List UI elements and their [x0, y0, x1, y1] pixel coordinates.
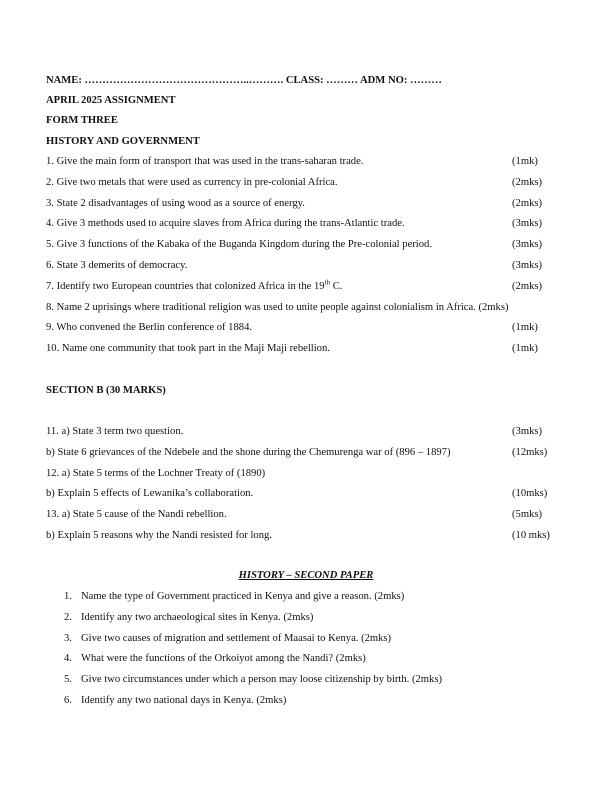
question-text: b) Explain 5 reasons why the Nandi resisted for long.	[46, 530, 272, 541]
question-text: 13. a) State 5 cause of the Nandi rebellion.	[46, 509, 227, 521]
assignment-title: APRIL 2025 ASSIGNMENT	[46, 95, 176, 106]
marks-label: (3mks)	[512, 218, 543, 230]
question-text: 12. a) State 5 terms of the Lochner Treaty of (1890)	[46, 467, 266, 479]
marks-label: (1mk)	[512, 343, 538, 355]
question-text-tail: C.	[330, 280, 343, 292]
superscript: th	[324, 278, 331, 287]
question-text: 8. Name 2 uprisings where traditional religion was used to unite people against colonialism in Africa. (2mks)	[46, 301, 509, 313]
list-number: 6.	[64, 695, 72, 706]
list-number: 4.	[64, 653, 72, 665]
question-row	[46, 238, 582, 252]
question-row	[46, 529, 582, 543]
question-row	[46, 467, 582, 481]
list-number: 3.	[64, 632, 72, 644]
list-number: 5.	[64, 674, 72, 686]
question-row	[46, 508, 582, 522]
list-number: 2.	[64, 611, 72, 623]
question-row	[46, 321, 582, 335]
question-text: 10. Name one community that took part in the Maji Maji rebellion.	[46, 343, 330, 355]
list-item: What were the functions of the Orkoiyot among the Nandi? (2mks)	[81, 653, 366, 665]
question-text: b) Explain 5 effects of Lewanika’s collaboration.	[46, 488, 254, 500]
name-class-adm-line: NAME: ………………………………………..………. CLASS: ……… ADM NO: ………	[46, 75, 442, 86]
question-text: 3. State 2 disadvantages of using wood as a source of energy.	[46, 197, 305, 209]
marks-label: (1mk)	[512, 322, 538, 334]
marks-label: (2mks)	[512, 176, 543, 188]
form-label: FORM THREE	[46, 115, 118, 126]
marks-label: (1mk)	[512, 156, 538, 167]
marks-label: (10 mks)	[512, 530, 550, 541]
question-text: 6. State 3 demerits of democracy.	[46, 260, 188, 271]
question-text: b) State 6 grievances of the Ndebele and the shone during the Chemurenga war of (896 – 1897)	[46, 446, 451, 458]
marks-label: (5mks)	[512, 509, 543, 521]
question-text: 11. a) State 3 term two question.	[46, 426, 184, 437]
question-row	[46, 425, 582, 439]
list-item: Identify any two archaeological sites in Kenya. (2mks)	[81, 611, 314, 623]
question-row	[46, 487, 582, 501]
question-text: 1. Give the main form of transport that was used in the trans-saharan trade.	[46, 156, 364, 167]
subject-heading: HISTORY AND GOVERNMENT	[46, 136, 200, 147]
question-row	[46, 280, 582, 294]
question-row	[46, 176, 582, 190]
list-item: Give two circumstances under which a person may loose citizenship by birth. (2mks)	[81, 674, 442, 686]
question-row	[46, 155, 582, 169]
question-row	[46, 342, 582, 356]
question-text: 4. Give 3 methods used to acquire slaves from Africa during the trans-Atlantic trade.	[46, 218, 405, 230]
marks-label: (3mks)	[512, 426, 543, 437]
question-row	[46, 446, 582, 460]
list-item: Give two causes of migration and settlement of Maasai to Kenya. (2mks)	[81, 632, 392, 644]
marks-label: (2mks)	[512, 280, 543, 292]
marks-label: (3mks)	[512, 239, 543, 251]
marks-label: (2mks)	[512, 197, 543, 209]
list-item: Identify any two national days in Kenya. (2mks)	[81, 695, 287, 706]
question-row	[46, 301, 582, 315]
marks-label: (12mks)	[512, 446, 548, 458]
question-row	[46, 197, 582, 211]
section-b-title: SECTION B (30 MARKS)	[46, 385, 166, 396]
question-text: 5. Give 3 functions of the Kabaka of the Buganda Kingdom during the Pre-colonial period.	[46, 239, 432, 251]
question-text: 9. Who convened the Berlin conference of 1884.	[46, 322, 253, 334]
marks-label: (3mks)	[512, 260, 543, 271]
question-row	[46, 259, 582, 273]
question-text: 7. Identify two European countries that colonized Africa in the 19	[46, 280, 325, 292]
list-item: Name the type of Government practiced in Kenya and give a reason. (2mks)	[81, 591, 405, 602]
question-text: 2. Give two metals that were used as currency in pre-colonial Africa.	[46, 176, 338, 188]
question-row	[46, 217, 582, 231]
marks-label: (10mks)	[512, 488, 548, 500]
second-paper-title: HISTORY – SECOND PAPER	[238, 570, 374, 581]
list-number: 1.	[64, 591, 72, 602]
